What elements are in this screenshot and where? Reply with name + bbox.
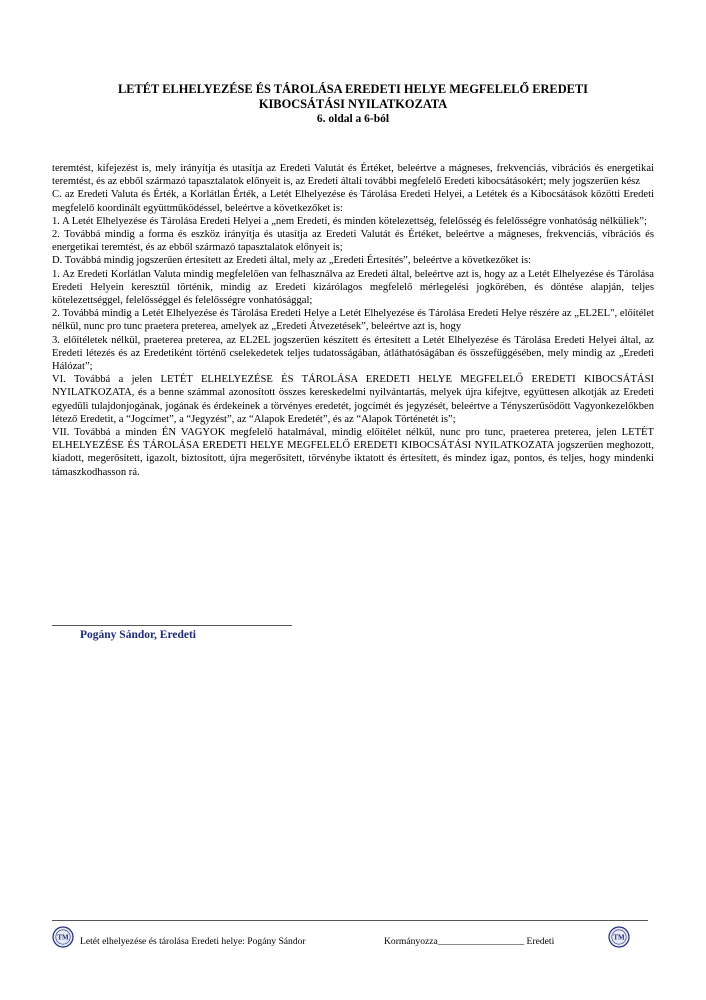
document-title xyxy=(52,82,654,126)
paragraph: C. az Eredeti Valuta és Érték, a Korlátlan Érték, a Letét Elhelyezése és Tárolása Eredeti Helyei, a Letétek és a Kibocsátások közötti Eredeti megfelelő koordinált együttműködéssel, beleértve a következőket is: xyxy=(52,189,654,214)
paragraph: D. Továbbá mindig jogszerűen értesített az Eredeti által, mely az „Eredeti Értesítés”, beleértve a következőket is: xyxy=(52,255,532,267)
paragraph: 1. Az Eredeti Korlátlan Valuta mindig megfelelően van felhasználva az Eredeti által, beleértve azt is, hogy az a Letét Elhelyezése és Tárolása Eredeti Helyein keresztül történik, mindig az Eredeti kizárólagos megfelelő mérlegelési jogkörében, és döntése alapján, teljes kötelezettséggel, felelősséggel és felelősségre vonhatósággal; xyxy=(52,268,654,307)
paragraph: VII. Továbbá a minden ÉN VAGYOK megfelelő hatalmával, mindig előítélet nélkül, nunc pro tunc, praeterea preterea, jelen LETÉT ELHELYEZÉSE ÉS TÁROLÁSA EREDETI HELYE MEGFELELŐ EREDETI KIBOCSÁTÁSI NYILATKOZATA jogszerűen meghozott, kiadott, megerősített, igazolt, biztosított, újra megerősített, törvénybe iktatott és értesített, és mindez igaz, pontos, és teljes, hogy mindenki támaszkodhasson rá. xyxy=(52,427,654,478)
document-body xyxy=(52,162,654,479)
paragraph: 3. előítéletek nélkül, praeterea preterea, az EL2EL jogszerűen készített és értesített a Letét Elhelyezése és Tárolása Eredeti Helyei által, az Eredeti létezés és az Eredetiként történő cselekedetek teljes tudatosságában, átláthatóságában és összefüggésében, mely mindig az „Eredeti Hálózat”; xyxy=(52,334,654,373)
footer-left-text: Letét elhelyezése és tárolása Eredeti helye: Pogány Sándor xyxy=(80,936,306,947)
paragraph: 2. Továbbá mindig a Letét Elhelyezése és Tárolása Eredeti Helye a Letét Elhelyezése és Tárolása Eredeti Helye részére az „EL2EL", előítélet nélkül, nunc pro tunc praetera preterea, amelyek az „Eredeti Átvezetések”, beleértve azt is, hogy xyxy=(52,308,654,333)
footer-right-text: Kormányozza__________________ Eredeti xyxy=(384,936,555,947)
logo-text: TM xyxy=(613,933,625,942)
title-line-1: LETÉT ELHELYEZÉSE ÉS TÁROLÁSA EREDETI HELYE MEGFELELŐ EREDETI xyxy=(118,82,588,96)
page-indicator: 6. oldal a 6-ból xyxy=(316,113,390,125)
title-line-2: KIBOCSÁTÁSI NYILATKOZATA xyxy=(258,97,448,111)
paragraph: 2. Továbbá mindig a forma és eszköz irányítja és utasítja az Eredeti Valutát és Értéket, beleértve a mágneses, frekvenciás, vibrációs és energetikai teremtést, és az ebből származó tapasztalatok előnyeit is; xyxy=(52,229,654,254)
logo-text: TM xyxy=(57,933,69,942)
footer-divider xyxy=(52,920,648,921)
paragraph: VI. Továbbá a jelen LETÉT ELHELYEZÉSE ÉS TÁROLÁSA EREDETI HELYE MEGFELELŐ EREDETI KIBOCSÁTÁSI NYILATKOZATA, és a benne számmal azonosított összes kereskedelmi nyilvántartás, melyek újra kifejtve, együttesen alkotják az Eredeti egyedüli tulajdonjogának, jogának és érdekeinek a törvényes eredetét, jogcímét és jegyzését, beleértve a Tényszerűsödött Vagyonkezelőkben létező Eredetit, a “Jogcímet”, a “Jegyzést”, az “Alapok Eredetét”, és az “Alapok Történetét is”; xyxy=(52,374,654,425)
paragraph: teremtést, kifejezést is, mely irányítja és utasítja az Eredeti Valutát és Értéket, beleértve a mágneses, frekvenciás, vibrációs és energetikai teremtést, és az ebből származó tapasztalatok előnyeit is, az Eredeti általi további megfelelő Eredeti kibocsátásokért; mely jogszerűen kész xyxy=(52,163,654,188)
tm-emblem-icon xyxy=(52,926,74,948)
tm-emblem-icon xyxy=(608,926,630,948)
signature-name: Pogány Sándor, Eredeti xyxy=(80,629,196,641)
signature-line xyxy=(52,625,292,626)
paragraph: 1. A Letét Elhelyezése és Tárolása Eredeti Helyei a „nem Eredeti, és minden kötelezettség, felelősség és felelősségre vonhatóság nélküliek”; xyxy=(52,215,647,227)
page-footer xyxy=(52,926,632,952)
